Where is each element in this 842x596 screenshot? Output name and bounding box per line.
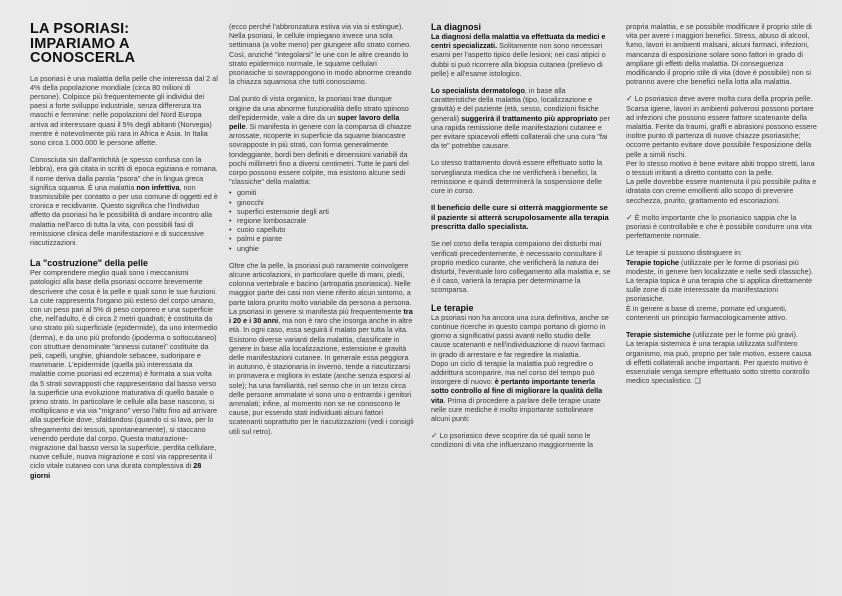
topical-text-a: (utilizzate per le forme di psoriasi più modeste, in genere ben localizzate e nelle sedi classiche). bbox=[626, 257, 813, 276]
point-skin-care bbox=[626, 94, 818, 103]
title-line-1: LA PSORIASI: bbox=[30, 21, 130, 37]
column-3 bbox=[431, 22, 611, 450]
cycle-paragraph: (ecco perché l'abbronzatura estiva via via si estingue). Nella psoriasi, le cellule impiegano invece una sola settimana (a volte meno) per giungere allo strato corneo. Così, anziché "integolarsi" le une con le altre creando lo strato epidermico normale, le squame cellulari psoriasiche si sovrappongono in modo abnorme creando la chiazza squamosa che tutti conosciamo. bbox=[229, 22, 412, 87]
point-controllable bbox=[626, 213, 818, 241]
title-line-2: IMPARIAMO A CONOSCERLA bbox=[30, 35, 136, 66]
point-controllable-text: È molto importante che lo psoriasico sappia che la psoriasi è controllabile e che è possibile condurre una vita perfettamente normale. bbox=[626, 212, 812, 241]
topical-therapy-definition: La terapia topica è una terapia che si applica direttamente sulle zone di cute interessate da manifestazioni psoriasiche. bbox=[626, 276, 813, 304]
systemic-text-a: (utilizzate per le forme più gravi). bbox=[690, 330, 798, 340]
hydration-paragraph: La pelle dovrebbe essere mantenuta il più possibile pulita e idratata con creme emollienti allo scopo di prevenire secchezza, prurito, grattamento ed escoriazioni. bbox=[626, 177, 817, 205]
list-item: • palmi e piante bbox=[229, 234, 415, 243]
column-1 bbox=[30, 22, 218, 480]
classic-sites-list bbox=[229, 188, 415, 252]
benefit-callout: Il beneficio delle cure si otterrà maggiormente se il paziente si atterrà scrupolosamente alla terapia prescritta dallo specialista. bbox=[431, 203, 609, 232]
joints-paragraph: Oltre che la pelle, la psoriasi può raramente coinvolgere alcune articolazioni, in particolare quelle di mani, piedi, colonna vertebrale e bacino (artropatia psoriasica). Nelle maggior parte dei casi non viene riferito alcun sintomo, a parte talora prurito molto variabile da persona a persona. bbox=[229, 260, 412, 307]
dermatologist-emphasis: Lo specialista dermatologo bbox=[431, 86, 525, 96]
list-item: • superfici estensorie degli arti bbox=[229, 207, 415, 216]
origin-text-b: . Si manifesta in genere con la comparsa di chiazze arrossate, ricoperte in superficie da squame biancastre sovrapposte in più strati, con forma generalmente tondeggiante, bordi ben definiti e dimensioni variabili da pochi millimetri fino a diversi centimetri. Tutte le parti del corpo possono essere colpite, ma esistono alcune sedi "classiche" della malattia: bbox=[229, 122, 412, 187]
list-item: • regione lombosacrale bbox=[229, 216, 415, 225]
column-4 bbox=[626, 22, 818, 386]
dermatologist-text-b: per una rapida remissione delle manifestazioni cutanee e per evitare spiacevoli effetti collaterali che una cura "fai da te" potrebbe causare. bbox=[431, 113, 610, 151]
check-icon: ✓ bbox=[431, 431, 438, 441]
therapies-text-a: La psoriasi non ha ancora una cura definitiva, anche se continue ricerche in questo campo portano di giorno in giorno a significativi passi avanti nello studio delle cause scatenanti e nell'individuazione di nuovi farmaci in grado di arrestare e far regredire la malattia. bbox=[431, 312, 609, 359]
therapies-text-c: . Prima di procedere a parlare delle terapie usate nelle cure mediche è molto importante sottolineare alcuni punti: bbox=[431, 395, 601, 423]
section-heading-diagnosi: La diagnosi bbox=[431, 22, 482, 32]
point-lifestyle-text: Lo psoriasico deve scoprire da sé quali sono le condizioni di vita che influenzano maggiormente la bbox=[431, 431, 594, 450]
topical-heading: Terapie topiche bbox=[626, 257, 680, 267]
therapies-paragraph bbox=[431, 313, 611, 423]
variants-paragraph: Esistono diverse varianti della malattia, classificate in genere in base alla localizzazione, estensione e gravità delle manifestazioni cutanee. In generale essa peggiora in autunno, è stazionaria in inverno, tende a riacutizzarsi in primavera e migliora in estate (anche senza esporsi al sole); ha una familiarità, nel senso che in un terzo circa delle persone ammalate vi sono uno o entrambi i genitori ammalati; infine, al momento non se ne conoscono le cause, pur essendo stati individuati alcuni fattori scatenanti soprattutto per le riacutizzazioni (vedi i consigli utili sul retro). bbox=[229, 334, 414, 436]
intro-paragraph: La psoriasi è una malattia della pelle che interessa dal 2 al 4% della popolazione mondiale (circa 80 milioni di persone). Colpisce più frequentemente gli individui dei paesi a forte sviluppo industriale, senza differenza tra maschi e femmine: nelle popolazioni del Nord Europa arriva ad interessare quasi il 5% degli abitanti (Norvegia) mentre è notevolmente più rara in Africa e Asia. In Italia sono circa 1.000.000 le persone affette. bbox=[30, 73, 218, 147]
origin-text-a: Dal punto di vista organico, la psoriasi trae dunque origine da una abnorme funzionalità dello strato spinoso dell'epidermide, vale a dire da un bbox=[229, 94, 409, 122]
history-text-b: , non trasmissibile per contatto o per uso comune di oggetti ed è cronica e recidivante. Questo significa che l'individuo affetto da psoriasi ha le possibilità di andare incontro alla malattia nell'arco di tutta la vita, con possibili fasi di remissione clinica delle manifestazioni e di successive riacutizzazioni. bbox=[30, 182, 218, 247]
dermatologist-text-a: , in base alla caratteristiche della malattia (tipo, localizzazione e gravità) e del paziente (età, sesso, condizioni fisiche generali) bbox=[431, 86, 599, 123]
quality-of-life-emphasis: è pertanto importante tenerla sotto controllo al fine di migliorare la qualità della vita bbox=[431, 377, 603, 405]
dermatologist-paragraph bbox=[431, 86, 611, 150]
systemic-text-b: La terapia sistemica è una terapia utilizzata sull'intero organismo, ma può, proprio per tale motivo, essere causa di effetti collaterali anche importanti. Per questo motivo è essenziale venga sempre effettuato sotto stretto controllo medico specialistico. bbox=[626, 339, 812, 386]
page-title bbox=[30, 22, 218, 66]
diagnosis-text: Solitamente non sono necessari esami per l'aspetto tipico delle lesioni; nei casi atipici o dubbi si può ricorrere alla biopsia cutanea (prelievo di pelle) e all'esame istologico. bbox=[431, 41, 606, 78]
list-item: • unghie bbox=[229, 244, 415, 253]
systemic-heading: Terapie sistemiche bbox=[626, 330, 691, 340]
section-heading-terapie: Le terapie bbox=[431, 302, 474, 313]
point-skin-care-text: Lo psoriasico deve avere molta cura della propria pelle. bbox=[632, 94, 813, 104]
age-paragraph bbox=[229, 307, 415, 335]
hygiene-paragraph: Scarsa igiene, lavori in ambienti polverosi possono portare ad infezioni che possono essere fattore scatenante della malattia. Ferite da traumi, graffi e abrasioni possono essere inoltre punto di partenza di nuove chiazze psoriasiche; occorre pertanto evitare dove possibile l'esposizione della pelle a simili rischi. bbox=[626, 103, 817, 159]
list-item: • ginocchi bbox=[229, 198, 415, 207]
super-lavoro-emphasis: super lavoro della pelle bbox=[229, 112, 400, 132]
non-infettiva-emphasis: non infettiva bbox=[136, 182, 180, 192]
diagnosis-paragraph bbox=[431, 32, 611, 78]
history-text-a: Conosciuta sin dall'antichità (e spesso confusa con la lebbra), era già citata in scritti di epoca egiziana e romana. Il nome deriva dalla parola "psora" che in lingua greca significa squama. È una malattia bbox=[30, 155, 218, 192]
clothing-paragraph: Per lo stesso motivo è bene evitare abiti troppo stretti, lana o tessuti irritanti a diretto contatto con la pelle. bbox=[626, 158, 815, 178]
28-giorni-emphasis: 28 giorni bbox=[30, 461, 202, 480]
topical-therapy-paragraph bbox=[626, 258, 818, 276]
systemic-therapy-definition bbox=[626, 339, 818, 386]
diagnosis-lead: La diagnosi della malattia va effettuata da medici e centri specializzati. bbox=[431, 32, 606, 51]
age-range-emphasis: tra i 20 e i 30 anni bbox=[229, 306, 413, 326]
list-item: • cuoio capelluto bbox=[229, 225, 415, 234]
check-icon: ✓ bbox=[626, 212, 633, 222]
topical-therapy-products: È in genere a base di creme, pomate ed unguenti, contenenti un principio farmacologicamente attivo. bbox=[626, 303, 788, 322]
treatment-emphasis: suggerirà il trattamento più appropriato bbox=[461, 113, 598, 123]
list-item: • gomiti bbox=[229, 188, 415, 197]
section-heading-pelle: La "costruzione" della pelle bbox=[30, 258, 149, 269]
side-effects-paragraph: Se nel corso della terapia compaiono dei disturbi mai verificati precedentemente, è necessario consultare il proprio medico curante, che verificherà la natura dei disturbi, l'eventuale loro collegamento alla malattia e, se è il caso, varierà la terapia per determinarne la scomparsa. bbox=[431, 239, 611, 295]
skin-paragraph bbox=[30, 268, 218, 480]
age-text-b: , ma non è raro che insorga anche in altre età. In ogni caso, essa seguirà il malato per tutta la vita. bbox=[229, 316, 413, 335]
skin-text: Per comprendere meglio quali sono i meccanismi patologici alla base della psoriasi occorre brevemente descrivere che cosa è la pelle e quali sono le sue funzioni. La cute rappresenta l'organo più esteso del corpo umano, con un peso pari al 5% di peso corporeo e una superficie che, nell'adulto, è di circa 2 metri quadrati; è costituita da uno strato più superficiale (epidermide), da uno intermedio (derma), e da uno più profondo (ipoderma o sottocutaneo) con strutture denominate "annessi cutanei" costituite da peli, capelli, unghie, ghiandole sebacee, sudoripare e mammarie. L'epidermide (quella più interessata da malattie come psoriasi ed eczema) è formata a sua volta da 5 strati sovrapposti che rappresentano dal basso verso la superficie una evoluzione maturativa di quello basale o primo strato. In particolare le cellule alla base nascono, si moltiplicano e via via "migrano" verso l'alto fino ad arrivare alla superficie dove, sfaldandosi (quando ci si lava, per lo sfregamento dei tessuti, spontaneamente), si staccano venendo perdute dal corpo. Questa maturazione-migrazione dal basso verso la superficie, perdita cellulare, nuove cellule, nuova migrazione e così via rappresenta il ciclo vitale cutaneo con una durata complessiva di bbox=[30, 268, 218, 471]
lifestyle-continued-paragraph: propria malattia, e se possibile modificare il proprio stile di vita per avere i maggiori benefici. Stress, abuso di alcool, fumo, lavori in ambienti malsani, alcuni farmaci, infezioni, mancanza di esposizione solare sono fattori in grado di ampliare gli effetti della malattia. Di conseguenza modificando il proprio stile di vita (dove è possibile) non si potranno avere che benefici nella lotta alla malattia. bbox=[626, 22, 812, 87]
age-text-a: La psoriasi in genere si manifesta più frequentemente bbox=[229, 306, 404, 316]
systemic-therapy-paragraph bbox=[626, 330, 818, 339]
therapies-text-b: Dopo un ciclo di terapie la malattia può regredire o addirittura scomparire, ma nel corso del tempo può insorgere di nuovo: bbox=[431, 358, 595, 387]
check-icon: ✓ bbox=[626, 94, 633, 104]
point-lifestyle bbox=[431, 431, 611, 449]
column-2 bbox=[229, 22, 415, 436]
history-paragraph bbox=[30, 155, 218, 247]
end-of-article-icon: ❑ bbox=[694, 378, 701, 386]
origin-paragraph bbox=[229, 94, 415, 186]
therapies-types-intro: Le terapie si possono distinguere in: bbox=[626, 248, 743, 258]
supervision-paragraph: Lo stesso trattamento dovrà essere effettuato sotto la sorveglianza medica che ne verificherà i benefici, la remissione e quindi determinerà la sospensione delle cure in corso. bbox=[431, 158, 603, 196]
